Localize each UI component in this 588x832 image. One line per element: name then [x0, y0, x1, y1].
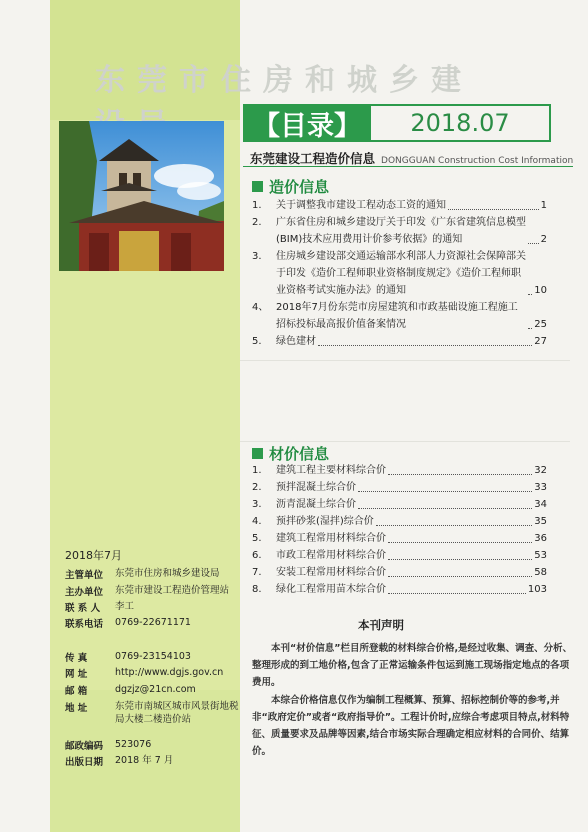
- info-label: 网 址: [65, 669, 88, 680]
- toc-list-material-info: [252, 462, 547, 598]
- toc-item-number: 8.: [252, 584, 262, 595]
- toc-item-number: 2.: [252, 482, 262, 493]
- toc-item-text: 绿化工程常用苗木综合价: [276, 584, 386, 595]
- toc-item-text: 建筑工程主要材料综合价: [276, 465, 386, 476]
- toc-item-text: 2018年7月份东莞市房屋建筑和市政基础设施工程施工招标投标最高报价值备案情况: [276, 302, 518, 330]
- toc-item-number: 6.: [252, 550, 262, 561]
- toc-item-number: 3.: [252, 251, 262, 262]
- info-value: 东莞市南城区城市风景街地税局大楼二楼造价站: [115, 701, 239, 725]
- toc-item-page: 25: [534, 319, 547, 330]
- notice-paragraph: 本综合价格信息仅作为编制工程概算、预算、招标控制价等的参考,并非“政府定价”或者“政府指导价”。工程计价时,应综合考虑项目特点,材料特征、质量要求及品牌等因素,结合市场实际合理确定相应材料的合同价、结算价。: [252, 695, 570, 757]
- info-value: 东莞市建设工程造价管理站: [115, 585, 230, 596]
- toc-item-number: 7.: [252, 567, 262, 578]
- square-bullet-icon: [252, 181, 263, 192]
- toc-item-text: 市政工程常用材料综合价: [276, 550, 386, 561]
- toc-item-page: 2: [540, 234, 547, 245]
- publication-date: 2018年7月: [65, 549, 122, 562]
- toc-item-text: 绿色建材: [276, 336, 316, 347]
- toc-item-text: 沥青混凝土综合价: [276, 499, 356, 510]
- issue-date: 2018.07: [371, 104, 551, 142]
- toc-item-text: 住房城乡建设部交通运输部水利部人力资源社会保障部关于印发《造价工程师职业资格制度规定》《造价工程师职业资格考试实施办法》的通知: [276, 251, 526, 296]
- publication-title-en: DONGGUAN Construction Cost Information: [381, 156, 574, 166]
- toc-item-page: 33: [534, 482, 547, 493]
- toc-item[interactable]: [252, 299, 547, 333]
- toc-item-number: 1.: [252, 465, 262, 476]
- info-value: 李工: [115, 601, 135, 612]
- toc-item-text: 预拌混凝土综合价: [276, 482, 356, 493]
- info-value: 东莞市住房和城乡建设局: [115, 568, 220, 579]
- square-bullet-icon: [252, 448, 263, 459]
- toc-item-text: 关于调整我市建设工程动态工资的通知: [276, 200, 446, 211]
- header-rule: [243, 166, 573, 167]
- toc-item-page: 27: [534, 336, 547, 347]
- toc-item[interactable]: [252, 197, 547, 214]
- toc-list-cost-info: [252, 197, 547, 350]
- publication-title-cn: 东莞建设工程造价信息: [250, 151, 376, 166]
- info-label: 主办单位: [65, 587, 104, 598]
- toc-item[interactable]: [252, 547, 547, 564]
- notice-paragraph: 本刊“材价信息”栏目所登载的材料综合价格,是经过收集、调查、分析、整理形成的到工地价格,包含了正常运输条件包运到施工现场指定地点的各项费用。: [252, 643, 573, 688]
- toc-item-page: 35: [534, 516, 547, 527]
- section-title-material-info: [252, 443, 329, 464]
- toc-label: 【目录】: [243, 104, 371, 142]
- info-label: 主管单位: [65, 570, 104, 581]
- toc-item-number: 4.: [252, 516, 262, 527]
- toc-item-number: 5.: [252, 533, 262, 544]
- info-label: 出版日期: [65, 757, 104, 768]
- info-label: 邮政编码: [65, 741, 104, 752]
- toc-item[interactable]: [252, 214, 547, 248]
- email-link[interactable]: dgzjz@21cn.com: [115, 684, 196, 695]
- info-value: 0769-22671171: [115, 617, 191, 628]
- info-label: 邮 箱: [65, 686, 88, 697]
- info-value: 523076: [115, 739, 152, 750]
- toc-item[interactable]: [252, 530, 547, 547]
- toc-item-page: 36: [534, 533, 547, 544]
- background-watermark-title: 东莞市住房和城乡建: [95, 63, 473, 98]
- issue-header: [243, 104, 573, 142]
- toc-item-page: 103: [527, 584, 547, 595]
- toc-item[interactable]: [252, 513, 547, 530]
- toc-item-page: 53: [534, 550, 547, 561]
- toc-item[interactable]: [252, 564, 547, 581]
- toc-item[interactable]: [252, 479, 547, 496]
- toc-item-number: 5.: [252, 336, 262, 347]
- toc-item-text: 建筑工程常用材料综合价: [276, 533, 386, 544]
- info-value: 2018 年 7 月: [115, 755, 174, 766]
- info-label: 传 真: [65, 653, 88, 664]
- website-link[interactable]: http://www.dgjs.gov.cn: [115, 667, 224, 678]
- toc-item-number: 4、: [252, 302, 269, 313]
- info-label: 联系电话: [65, 619, 104, 630]
- notice-title: 本刊声明: [358, 618, 404, 632]
- toc-item-number: 2.: [252, 217, 262, 228]
- cover-photo-tower: [59, 121, 224, 271]
- toc-item[interactable]: [252, 333, 547, 350]
- info-value: 0769-23154103: [115, 651, 191, 662]
- toc-item-page: 1: [540, 200, 547, 211]
- toc-item-number: 3.: [252, 499, 262, 510]
- toc-item-text: 安装工程常用材料综合价: [276, 567, 386, 578]
- toc-item-text: 预拌砂浆(湿拌)综合价: [276, 516, 374, 527]
- toc-item-number: 1.: [252, 200, 262, 211]
- toc-item-page: 32: [534, 465, 547, 476]
- info-label: 联 系 人: [65, 603, 101, 614]
- publication-title: [250, 148, 580, 167]
- toc-item-page: 58: [534, 567, 547, 578]
- section-title-cost-info: [252, 176, 329, 197]
- section-title-text: 材价信息: [269, 445, 330, 463]
- faint-background-table: [240, 360, 570, 442]
- toc-item-page: 34: [534, 499, 547, 510]
- toc-item-page: 10: [534, 285, 547, 296]
- info-label: 地 址: [65, 703, 88, 714]
- toc-item[interactable]: [252, 462, 547, 479]
- toc-item-text: 广东省住房和城乡建设厅关于印发《广东省建筑信息模型(BIM)技术应用费用计价参考依据》的通知: [276, 217, 526, 245]
- toc-item[interactable]: [252, 496, 547, 513]
- section-title-text: 造价信息: [269, 178, 330, 196]
- toc-item[interactable]: [252, 248, 547, 299]
- toc-item[interactable]: [252, 581, 547, 598]
